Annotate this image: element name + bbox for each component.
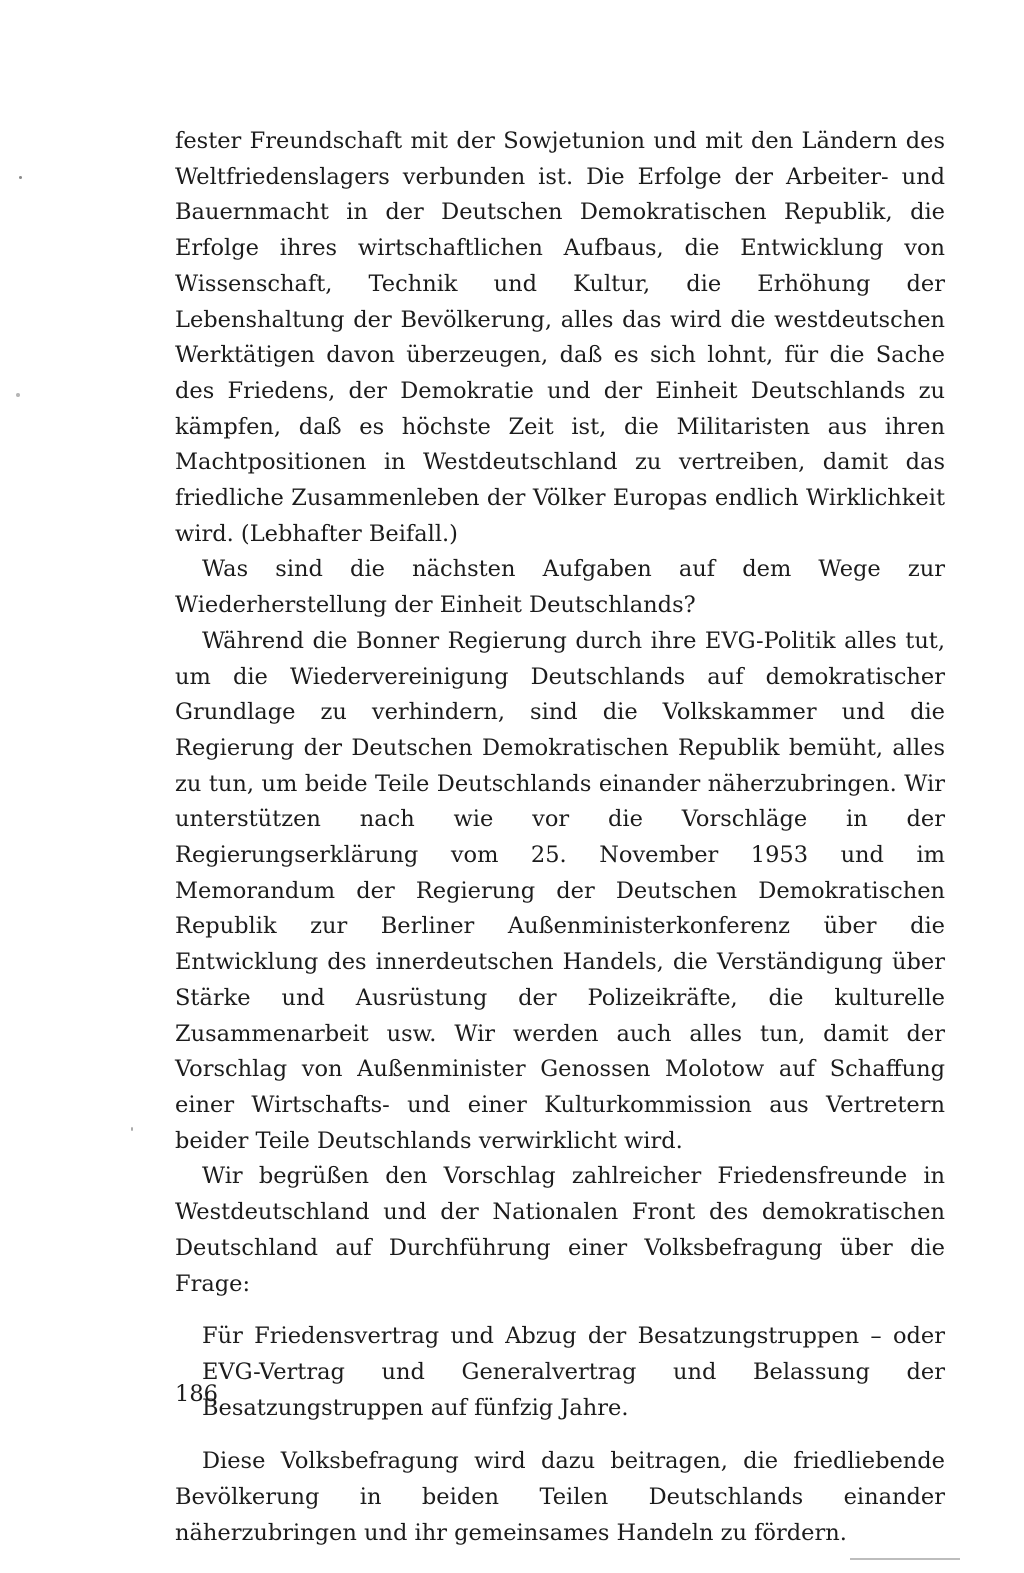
paragraph-bonn-government: Während die Bonner Regierung durch ihre EVG-Politik alles tut, um die Wiedervereinigung Deutschlands auf demokratischer Grundlage zu verhindern, sind die Volkskammer und die Regierung der Deutschen Demokratischen Republik bemüht, alles zu tun, um beide Teile Deutschlands einander näherzubringen. Wir unterstützen nach wie vor die Vorschläge in der Regierungserklärung vom 25. November 1953 und im Memorandum der Regierung der Deutschen Demokratischen Republik zur Berliner Außenministerkonferenz über die Entwicklung des innerdeutschen Handels, die Verständigung über Stärke und Ausrüstung der Polizeikräfte, die kulturelle Zusammenarbeit usw. Wir werden auch alles tun, damit der Vorschlag von Außenminister Genossen Molotow auf Schaffung einer Wirtschafts- und einer Kulturkommission aus Vertretern beider Teile Deutschlands verwirklicht wird.: [175, 627, 945, 1154]
page-number: 186: [175, 1381, 218, 1407]
paragraph-continued: fester Freundschaft mit der Sowjetunion und mit den Ländern des Weltfriedenslagers verbunden ist. Die Erfolge der Arbeiter- und Bauernmacht in der Deutschen Demokratischen Republik, die Erfolge ihres wirtschaftlichen Aufbaus, die Entwicklung von Wissenschaft, Technik und Kultur, die Erhöhung der Lebenshaltung der Bevölkerung, alles das wird die westdeutschen Werktätigen davon überzeugen, daß es sich lohnt, für die Sache des Friedens, der Demokratie und der Einheit Deutschlands zu kämpfen, daß es höchste Zeit ist, die Militaristen aus ihren Machtpositionen in Westdeutschland zu vertreiben, damit das friedliche Zusammenleben der Völker Europas endlich Wirklichkeit wird. (Lebhafter Beifall.): [175, 128, 945, 547]
scan-edge-mark: [850, 1558, 960, 1560]
paragraph-question: Was sind die nächsten Aufgaben auf dem Wege zur Wiederherstellung der Einheit Deutschlands?: [175, 556, 945, 619]
paragraph-closing: Diese Volksbefragung wird dazu beitragen, die friedliebende Bevölkerung in beiden Teilen Deutschlands einander näherzubringen und ihr gemeinsames Handeln zu fördern.: [175, 1448, 945, 1546]
scan-speck: [19, 176, 22, 179]
scan-speck: [131, 1127, 133, 1131]
scan-speck: [16, 393, 20, 397]
body-text: [175, 124, 945, 1551]
paragraph-referendum-proposal: Wir begrüßen den Vorschlag zahlreicher Friedensfreunde in Westdeutschland und der Nationalen Front des demokratischen Deutschland auf Durchführung einer Volksbefragung über die Frage:: [175, 1163, 945, 1297]
referendum-question-quote: Für Friedensvertrag und Abzug der Besatzungstruppen – oder EVG-Vertrag und Generalvertrag und Belassung der Besatzungstruppen auf fünfzig Jahre.: [202, 1323, 945, 1421]
